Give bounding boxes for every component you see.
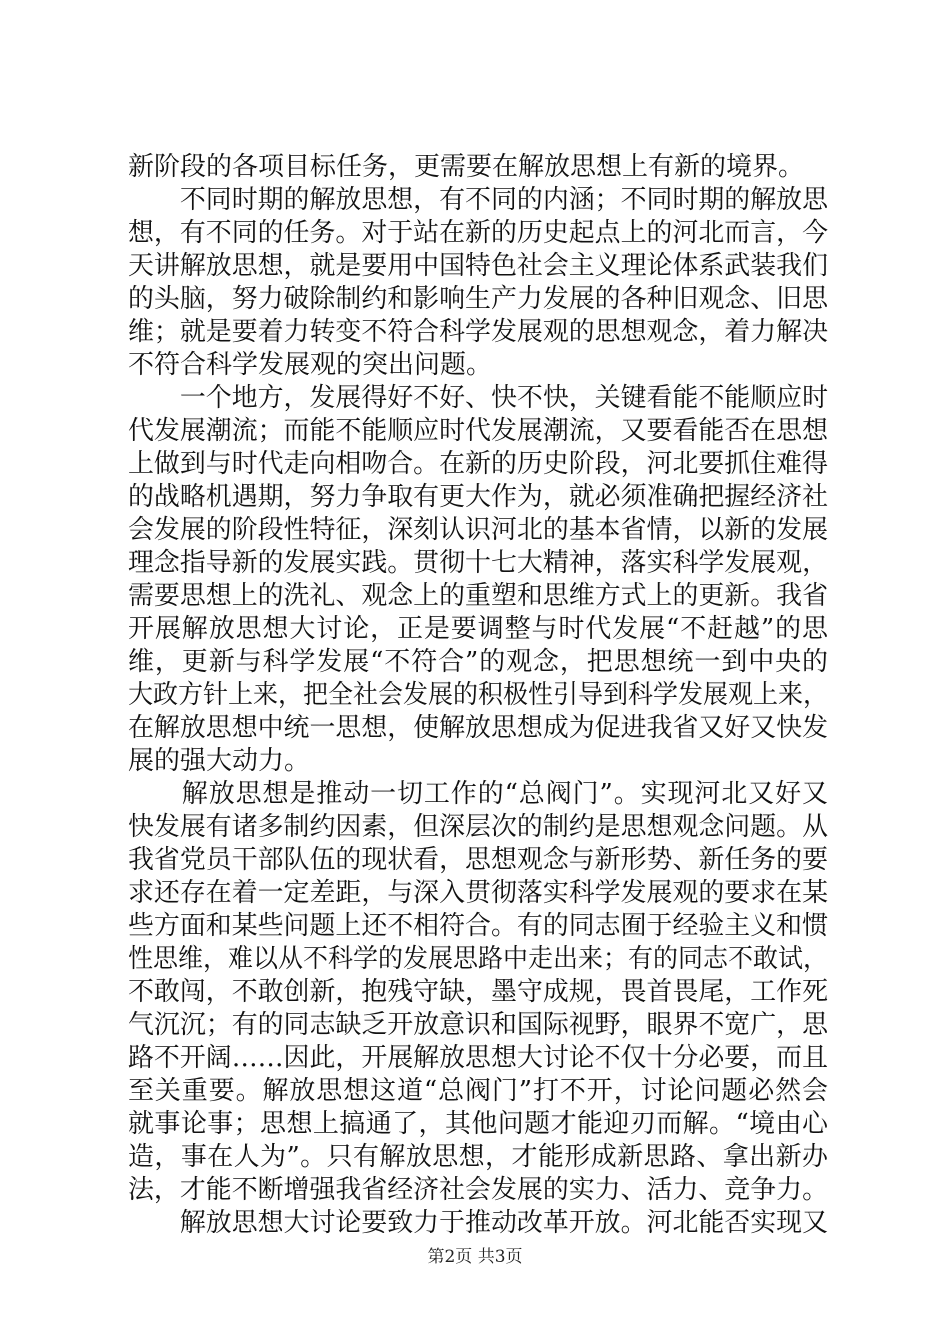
text-line: 开展解放思想大讨论，正是要调整与时代发展“不赶越”的思 — [128, 614, 828, 644]
text-line: 大政方针上来，把全社会发展的积极性引导到科学发展观上来， — [128, 680, 829, 710]
text-line: 维；就是要着力转变不符合科学发展观的思想观念，着力解决 — [128, 317, 829, 347]
text-line: 想，有不同的任务。对于站在新的历史起点上的河北而言，今 — [128, 218, 829, 248]
page-number-footer: 第2页 共3页 — [427, 1247, 523, 1267]
text-line: 法，才能不断增强我省经济社会发展的实力、活力、竞争力。 — [128, 1175, 829, 1205]
text-line: 在解放思想中统一思想，使解放思想成为促进我省又好又快发 — [128, 713, 829, 743]
text-line: 不同时期的解放思想，有不同的内涵；不同时期的解放思 — [128, 185, 829, 215]
text-line: 解放思想大讨论要致力于推动改革开放。河北能否实现又 — [128, 1208, 829, 1238]
text-line: 路不开阔……因此，开展解放思想大讨论不仅十分必要，而且 — [128, 1043, 829, 1073]
text-line: 气沉沉；有的同志缺乏开放意识和国际视野，眼界不宽广，思 — [128, 1010, 829, 1040]
text-line: 些方面和某些问题上还不相符合。有的同志囿于经验主义和惯 — [128, 911, 829, 941]
text-line: 解放思想是推动一切工作的“总阀门”。实现河北又好又 — [128, 779, 828, 809]
text-line: 就事论事；思想上搞通了，其他问题才能迎刃而解。“境由心 — [128, 1109, 828, 1139]
text-line: 我省党员干部队伍的现状看，思想观念与新形势、新任务的要 — [128, 845, 829, 875]
text-line: 造，事在人为”。只有解放思想，才能形成新思路、拿出新办 — [128, 1142, 828, 1172]
text-line: 快发展有诸多制约因素，但深层次的制约是思想观念问题。从 — [128, 812, 829, 842]
text-line: 展的强大动力。 — [128, 746, 311, 776]
text-line: 求还存在着一定差距，与深入贯彻落实科学发展观的要求在某 — [128, 878, 829, 908]
text-line: 一个地方，发展得好不好、快不快，关键看能不能顺应时 — [128, 383, 829, 413]
text-line: 理念指导新的发展实践。贯彻十七大精神，落实科学发展观， — [128, 548, 829, 578]
text-line: 代发展潮流；而能不能顺应时代发展潮流，又要看能否在思想 — [128, 416, 829, 446]
text-line: 会发展的阶段性特征，深刻认识河北的基本省情，以新的发展 — [128, 515, 829, 545]
text-line: 维，更新与科学发展“不符合”的观念，把思想统一到中央的 — [128, 647, 828, 677]
text-line: 需要思想上的洗礼、观念上的重塑和思维方式上的更新。我省 — [128, 581, 829, 611]
text-line: 至关重要。解放思想这道“总阀门”打不开，讨论问题必然会 — [128, 1076, 828, 1106]
text-line: 的头脑，努力破除制约和影响生产力发展的各种旧观念、旧思 — [128, 284, 829, 314]
text-line: 的战略机遇期，努力争取有更大作为，就必须准确把握经济社 — [128, 482, 829, 512]
text-line: 新阶段的各项目标任务，更需要在解放思想上有新的境界。 — [128, 152, 805, 182]
text-line: 上做到与时代走向相吻合。在新的历史阶段，河北要抓住难得 — [128, 449, 829, 479]
text-line: 天讲解放思想，就是要用中国特色社会主义理论体系武装我们 — [128, 251, 829, 281]
text-line: 不符合科学发展观的突出问题。 — [128, 350, 493, 380]
text-line: 不敢闯，不敢创新，抱残守缺，墨守成规，畏首畏尾，工作死 — [128, 977, 829, 1007]
body-text — [128, 151, 828, 1240]
text-line: 性思维，难以从不科学的发展思路中走出来；有的同志不敢试， — [128, 944, 829, 974]
